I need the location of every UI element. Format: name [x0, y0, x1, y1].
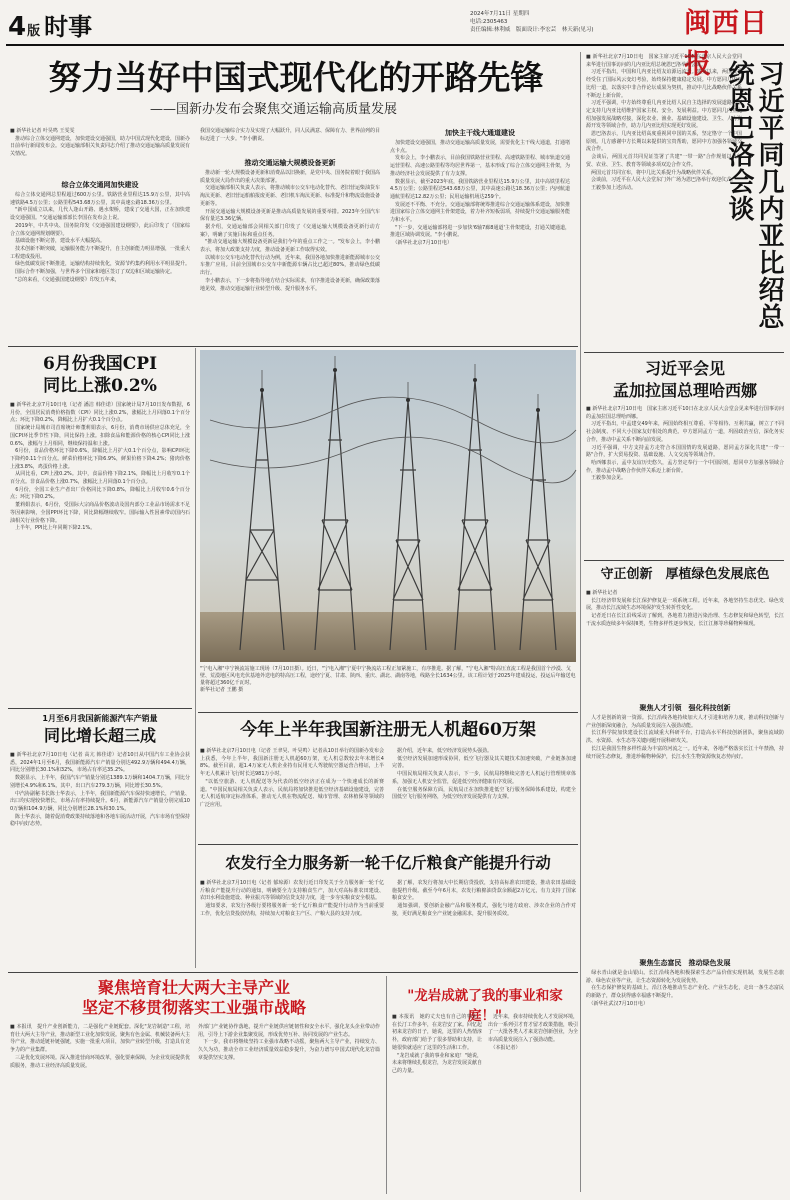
industry-title-line2: 坚定不移贯彻落实工业强市战略 — [81, 998, 306, 1017]
industry-title-line1: 聚焦培育壮大两大主导产业 — [97, 978, 290, 997]
grain-headline: 农发行全力服务新一轮千亿斤粮食产能提升行动 — [225, 853, 551, 872]
grain-col2: 据了解，农发行将加大中长期信贷投放，支持高标准农田建设，推动农田基础设施提档升级。截至今年6月末，农发行粮棉油贷款余额超2万亿元，有力支持了国家粮食安全。 通知强调，要创新金融产品和服务模式，强化与地方政府、涉农企业的合作对接，更好满足粮食全产业链金融需求，提升服务质效。 — [392, 880, 576, 917]
divider-lower-bottom — [8, 972, 578, 973]
drone-headline: 今年上半年我国新注册无人机超60万架 — [240, 720, 536, 740]
cars-subtitle: 1月至6月我国新能源汽车产销量 — [42, 714, 158, 723]
news-photo — [200, 350, 576, 662]
cpi-title-line1: 6月份我国CPI — [42, 354, 158, 374]
drone-col2: 据介绍，近年来，低空经济发展势头强劲。 低空经济发展加速形成协同，低空飞行器及其关键技术加速突破，产业链条加速完善。 中国民航局相关负责人表示，下一步，民航局将继续完善无人机运行管理规章体系，加强无人机安全监管，促进低空经济健康有序发展。 在低空服务保障方面，民航局正在加快推进低空飞行服务保障体系建设，构建全国低空飞行服务网络，为低空经济发展提供有力支撑。 — [392, 748, 576, 801]
industry-col2: 外部门产业链协作落地，提升产业链供应链韧性和安全水平。强化龙头企业带动作用，引导上下游企业集聚发展，形成优势互补、协同发展的产业生态。 下一步，我市将继续坚持工业强市战略不动摇，聚焦两大主导产业，持续发力、久久为功，推动全市工业经济质量效益稳步提升，为奋力谱写中国式现代化龙岩篇章提供坚实支撑。 — [198, 1024, 380, 1061]
main-subtitle: ——国新办发布会聚焦交通运输高质量发展 — [150, 102, 398, 117]
drone-col1: ■ 新华社北京7月10日电（记者 王聿昊、叶昊鸣）记者从10日举行的国新办发布会上获悉，今年上半年，我国新注册无人机超60万架，无人机总数较去年末增长48%。截至目前，超1.4万家无人机企业持有民用无人驾驶航空器运营合格证，上半年无人机累计飞行时长达981万小时。 "以低空旅游、无人机配送等为代表的低空经济正在成为一个快速成长的新赛道。"中国民航局相关负责人表示，民航局将加快推进低空经济基础设施建设，完善无人机适航审定标准体系，推动无人机在物流配送、城市管理、农林植保等领域的广泛应用。 — [200, 748, 384, 808]
divider-right-2 — [584, 560, 784, 561]
main-col2-body: 推动新一轮大规模设备更新和消费品以旧换新，是党中央、国务院着眼于我国高质量发展大局作出的重大决策部署。 交通运输部相关负责人表示，将推动城市公交车电动化替代、老旧营运柴油货车淘汰更新、老旧营运船舶报废更新、老旧机车淘汰更新、标准提升和物流设施设备更新等。 开展交通运输大规模设备更新是推动高质量发展的重要举措。2023年全国汽车保有量达3.36亿辆。 据介绍，交通运输部会同相关部门印发了《交通运输大规模设备更新行动方案》，明确了实施目标和重点任务。 "推动交通运输大规模设备更新是我们今年的重点工作之一。"发布会上，李小鹏表示，将加大政策支持力度，推动设备更新工作取得实效。 以城市公交车电动化替代行动为例，近年来，我国各地加快推进新能源城市公交车推广应用。目前全国城市公交车中新能源车辆占比已超过80%，推动绿色低碳出行。 李小鹏表示，下一步将指导地方结合实际需求，有序推进设备更新，确保政策落地见效，推动交通运输行业转型升级、提升服务水平。 — [200, 170, 381, 292]
page-label: 版 — [27, 24, 41, 39]
divider-main-bottom — [8, 346, 578, 347]
main-col1-intro: ■ 新华社记者 叶昊鸣 王雯雯 推动综合立体交通网建设，加快建设交通强国，助力中国式现代化建设，国新办日前举行新闻发布会。交通运输部相关负责同志介绍了推动交通运输高质量发展有关情况。 — [10, 128, 191, 158]
longyan-col2: 近年来，我市持续优化人才发展环境，出台一系列引才育才留才政策措施，吸引了一大批各类人才来龙岩创新创业，为全市高质量发展注入了强劲动能。 （本报记者） — [488, 1014, 579, 1051]
xi-embalo-headline: 习近平同几内亚比绍总统恩巴洛会谈 — [724, 60, 784, 330]
main-col1-body: 综合立体交通网总里程超过600万公里。铁路营业里程达15.9万公里，其中高速铁路4.5万公里；公路里程543.68万公里，其中高速公路18.36万公里。 "新中国成立以来，几代人逢山开路、遇水架桥，建成了交通大国，正在加快建设交通强国。"交通运输部部长李国在发布会上说。 2019年，中共中央、国务院印发《交通强国建设纲要》，此后印发了《国家综合立体交通网规划纲要》。 基础设施不断完善，建设水平大幅提高。 技术创新不断突破，运输服务能力不断提升，自主创新能力明显增强，一批重大工程建成投用。 绿色低碳发展不断推进，运输结构持续优化，资源节约集约利用水平明显提升。 国际合作不断加强，与世界多个国家和地区签订了双边和区域运输协定。 "总的来看，《交通强国建设纲要》印发五年来， — [10, 192, 191, 283]
editors-line: 责任编辑:林利威 版面设计:李宏芸 林天新(见习) — [470, 27, 594, 33]
photo-caption: "宁电入湘"中宁换流站施工现场（7月10日摄）。近日，"宁电入湘"宁夏中宁换流站工程正加紧施工，有序推进。据了解，"宁电入湘"特高压直流工程是我国首个沙漠、戈壁、荒漠地区风电光伏基地外送电的特高压工程，途经宁夏、甘肃、陕西、重庆、湖北、湖南等地，线路全长1634公里。该工程计划于2025年建成投运，投运后年输送电量将超过360亿千瓦时。 新华社记者 王鹏 摄 — [200, 666, 576, 693]
cars-headline: 同比增长超三成 — [43, 726, 156, 745]
divider-vertical-main — [580, 52, 581, 1192]
transmission-towers-photo — [200, 350, 576, 662]
main-col2-intro: 我国交通运输综合实力及实现了大幅跃升，同人民满意、保障有力、世界前列的目标迈进了一大步。"李小鹏说。 — [200, 128, 381, 142]
xi-hasina-headline — [586, 358, 784, 402]
longyan-col1: ■ 本报讯 她的丈夫也有自己的事业，在长汀工作多年，在龙岩安了家。回忆起初来龙岩的日子，她说，这里的人热情淳朴，政府部门给予了很多帮助和支持，让她很快就适应了这里的生活和工作。 "龙岩成就了我的事业和家庭！"她说，未来将继续扎根龙岩，为龙岩发展贡献自己的力量。 — [392, 1014, 483, 1074]
industry-col1: ■ 本报讯 提升产业创新能力，二是强化产业链配套。深化"龙岩制造"工程，培育壮大两大主导产业，推动新型工业化加快发展。聚焦有色金属、机械装备两大主导产业，推动延链补链强链，实施一批重大项目，加快产业转型升级，打造具有竞争力的产业集群。 三是优化发展环境。深入推进营商环境改革，强化要素保障，为企业发展提供优质服务，推动工业经济高质量发展。 — [10, 1024, 191, 1069]
cars-body: ■ 新华社北京7月10日电（记者 高亢 韩佳诺）记者10日从中国汽车工业协会获悉，2024年1月至6月，我国新能源汽车产销量分别达492.9万辆和494.4万辆，同比分别增长30.1%和32%，市场占有率达35.2%。 数据显示，上半年，我国汽车产销量分别达1389.1万辆和1404.7万辆，同比分别增长4.9%和6.1%。其中，出口汽车279.3万辆，同比增长30.5%。 中汽协副秘书长陈士华表示，上半年，我国新能源汽车保持快速增长，产销量、出口均实现较快增长，市场占有率持续提升。6月，新能源汽车产销量分别完成100万辆和104.9万辆，同比分别增长28.1%和30.1%。 陈士华表示，随着促消费政策持续落地和各地车展活动开展，汽车市场有望保持稳中向好态势。 — [10, 752, 191, 828]
page-number: 4 — [8, 12, 27, 42]
main-col3-body: 加快建设交通强国，推动交通运输高质量发展，需要优化主干线大通道，打通堵点卡点。 发布会上，李小鹏表示，目前我国铁路营业里程、高速铁路里程、城市轨道交通运营里程、高速公路里程等均居世界第一，基本形成了综合立体交通网主骨架，为推动经济社会发展提供了有力支撑。 数据显示，截至2023年底，我国铁路营业里程达15.9万公里，其中高铁里程达4.5万公里；公路里程达543.68万公里，其中高速公路达18.36万公里；内河航道通航里程达12.82万公里；民用运输机场达259个。 发展还不平衡、不充分。交通运输部将统筹推进综合交通运输体系建设，加快推进国家综合立体交通网主骨架建设，着力补齐短板弱项，持续提升交通运输服务能力和水平。 "下一步，交通运输部将进一步加快'6轴7廊8通道'主骨架建设，打通关键通道，推进区域协调发展。"李小鹏说。 （新华社北京7月10日电） — [390, 140, 571, 247]
date-line: 2024年7月11日 星期四 — [470, 11, 530, 17]
header-rule — [6, 44, 784, 46]
green-headline: 守正创新 厚植绿色发展底色 — [600, 567, 770, 582]
divider-bottom-vertical — [386, 976, 387, 1194]
cpi-title-line2: 同比上涨0.2% — [43, 376, 157, 396]
xi-hasina-title-line1: 习近平会见 — [644, 359, 725, 378]
section-name: 时事 — [44, 12, 93, 41]
divider-cpi — [8, 708, 192, 709]
cpi-body: ■ 新华社北京7月10日电（记者 潘洁 韩佳诺）国家统计局7月10日发布数据，6月份，全国居民消费价格指数（CPI）同比上涨0.2%，涨幅比上月回落0.1个百分点；环比下降0.2%，降幅比上月扩大0.1个百分点。 国家统计局城市司首席统计师董莉娟表示，6月份，消费市场供应总体充足，全国CPI环比季节性下降，同比保持上涨。扣除食品和能源价格的核心CPI同比上涨0.6%，涨幅与上月相同，继续保持温和上涨。 6月份，食品价格环比下降0.6%，降幅比上月扩大0.1个百分点，影响CPI环比下降约0.11个百分点。鲜菜价格环比下降6.9%，鲜果价格下降4.2%；猪肉价格上涨3.8%，鸡蛋价格上涨。 从同比看，CPI上涨0.2%。其中，食品价格下降2.1%，降幅比上月收窄0.1个百分点。非食品价格上涨0.7%，涨幅比上月回落0.1个百分点。 6月份，全国工业生产者出厂价格同比下降0.8%，降幅比上月收窄0.6个百分点；环比下降0.2%。 董莉娟表示，6月份，受国际大宗商品价格波动及国内部分工业品市场需求不足等因素影响，全国PPI环比下降，同比降幅继续收窄。国际输入性因素带动国内石油相关行业价格下降。 上半年，PPI比上年同期下降2.1%。 — [10, 402, 190, 532]
xi-hasina-title-line2: 孟加拉国总理哈西娜 — [612, 381, 757, 400]
main-subhead-1: 综合立体交通网加快建设 — [61, 181, 139, 189]
xi-embalo-body: ■ 新华社北京7月10日电 国家主席习近平10日在北京人民大会堂同来华进行国事访问的几内亚比绍总统恩巴洛举行会谈。 习近平指出，中国和几内亚比绍友谊源远流长。建交以来，两国关系经受住了国际风云变幻考验，始终保持健康稳定发展。中方愿同几内亚比绍一道，以落实中非合作论坛成果为契机，推动中几比战略伙伴关系不断迈上新台阶。 习近平强调，中方始终尊重几内亚比绍人民自主选择的发展道路，坚定支持几内亚比绍维护国家主权、安全、发展利益。中方愿同几内亚比绍加强发展战略对接，深化农业、渔业、基础设施建设、卫生、人力资源开发等领域合作，助力几内亚比绍实现更好发展。 恩巴洛表示，几内亚比绍高度重视同中国的关系，坚定恪守一个中国原则。几方感谢中方长期以来提供的宝贵帮助，愿同中方加强各领域交流合作。 会谈后，两国元首共同见证签署了共建"一带一路"合作规划以及经贸、农业、卫生、教育等领域多项双边合作文件。 两国元首共同宣布，将中几比关系提升为战略伙伴关系。 会谈前，习近平在人民大会堂东门外广场为恩巴洛举行欢迎仪式。 王毅参加上述活动。 — [586, 54, 742, 191]
divider-right-1 — [584, 352, 784, 353]
green-subhead-2: 聚焦生态富民 推动绿色发展 — [639, 959, 731, 967]
industry-headline — [10, 978, 378, 1018]
divider-drone — [198, 844, 578, 845]
page-number-badge — [8, 8, 93, 42]
main-headline: 努力当好中国式现代化的开路先锋 — [48, 58, 544, 97]
xi-hasina-body: ■ 新华社北京7月10日电 国家主席习近平10日在北京人民大会堂会见来华进行国事访问的孟加拉国总理哈西娜。 习近平指出，中孟建交49年来，两国始终相互尊重、平等相待、互利共赢，树立了不同社会制度、不同大小国家友好相处的典范。中方愿同孟方一道，巩固政治互信，深化务实合作，推动中孟关系不断向前发展。 习近平强调，中方支持孟方走符合本国国情的发展道路，愿同孟方深化共建"一带一路"合作，扩大贸易投资、基础设施、人文交流等领域合作。 哈西娜表示，孟中友谊历史悠久，孟方坚定奉行一个中国原则，愿同中方加强各领域合作，推动孟中战略合作伙伴关系迈上新台阶。 王毅参加会见。 — [586, 406, 784, 482]
divider-photo — [198, 712, 578, 713]
green-subhead-1: 聚焦人才引领 强化科技创新 — [639, 704, 731, 712]
divider-left-vertical — [195, 348, 196, 968]
newspaper-logo: 闽西日报 — [684, 8, 768, 80]
green-body-2: 人才是创新的第一资源。长江沿线各地持续加大人才引进和培养力度，推动科技创新与产业创新深度融合，为高质量发展注入强劲动能。 长江科学院加快建设长江流域重大科研平台，打造高水平科技创新团队，聚焦流域防洪、水资源、水生态等关键问题开展科研攻关。 长江是我国生物多样性最为丰富的河流之一。近年来，各地严格落实长江十年禁渔，持续开展生态修复，推进珍稀物种保护，长江水生生物资源恢复态势向好。 — [586, 715, 784, 760]
main-subhead-3: 加快主干线大通道建设 — [445, 129, 515, 137]
grain-col1: ■ 新华社北京7月10日电（记者 郁琼源）农发行近日印发关于全力服务新一轮千亿斤粮食产能提升行动的通知，明确要全力支持粮食生产，加大对高标准农田建设、农田水利设施建设、种业振兴等领域的信贷支持力度，进一步夯实粮食安全根基。 通知要求，农发行各级行要将服务新一轮千亿斤粮食产能提升行动作为当前重要工作，优化信贷投放结构，持续加大对粮食主产区、产粮大县的支持力度。 — [200, 880, 384, 917]
header-meta — [470, 10, 684, 34]
cpi-headline — [10, 353, 190, 397]
main-subhead-2: 推动交通运输大规模设备更新 — [244, 159, 336, 167]
green-body-3: 绿水青山就是金山银山。长江沿线各地积极探索生态产品价值实现机制，发展生态旅游、绿色农业等产业，让生态资源转化为发展优势。 在生态保护修复的基础上，沿江各地推动生态产业化、产业生态化，走出一条生态富民的新路子，群众获得感幸福感不断提升。 （新华社武汉7月10日电） — [586, 970, 784, 1007]
green-body: ■ 新华社记者 长江经济带发展和长江保护修复是一项系统工程。近年来，各地坚持生态优先、绿色发展，推动长江流域生态环境保护发生转折性变化。 记者近日在长江沿线采访了解到，各地着力推进污染治理、生态修复和绿色转型，长江干流水质连续多年保持Ⅱ类，生物多样性逐步恢复，长江江豚等珍稀物种频现。 — [586, 590, 784, 627]
phone-line: 电话:2305463 — [470, 19, 508, 25]
longyan-headline: "龙岩成就了我的事业和家庭！" — [407, 988, 563, 1024]
